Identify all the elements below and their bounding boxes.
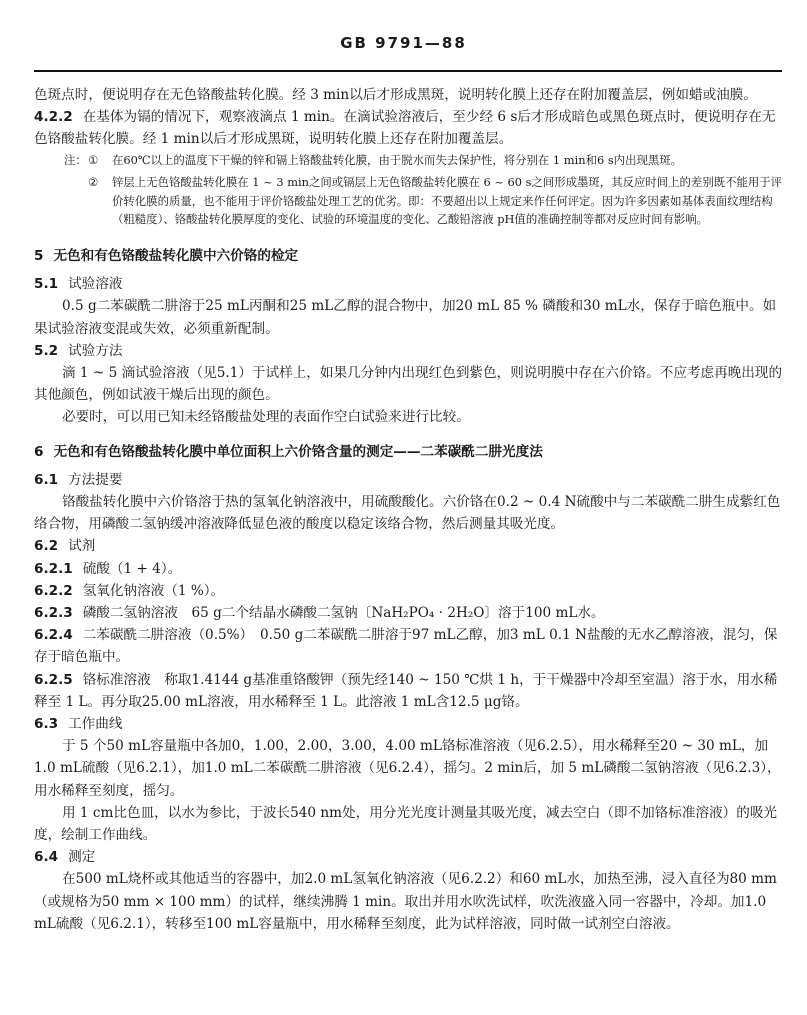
clause-number: 6.1 bbox=[34, 471, 59, 488]
header-rule bbox=[34, 70, 782, 72]
clause-number: 5.2 bbox=[34, 342, 59, 359]
note-marker: ① bbox=[88, 152, 99, 167]
clause-title: 测定 bbox=[68, 849, 96, 866]
clause-text: 磷酸二氢钠溶液 65 g二个结晶水磷酸二氢钠〔NaH₂PO₄ · 2H₂O〕溶于100 mL水。 bbox=[82, 605, 605, 622]
section-5-heading bbox=[34, 245, 784, 267]
clause-title: 试剂 bbox=[68, 538, 96, 555]
clause-5-1-heading bbox=[34, 273, 784, 295]
clause-6-2-1 bbox=[34, 558, 784, 580]
clause-6-2-heading bbox=[34, 535, 784, 557]
clause-6-3-text: 于 5 个50 mL容量瓶中各加0，1.00，2.00，3.00，4.00 mL铬标准溶液（见6.2.5），用水稀释至20 ~ 30 mL，加1.0 mL硫酸（见6.2.1），加1.0 mL二苯碳酰二肼溶液（见6.2.4），摇匀。2 min后，加 5 mL磷酸二氢钠溶液（见6.2.3），用水稀释至刻度，摇匀。 bbox=[34, 738, 781, 799]
note-2 bbox=[64, 173, 784, 229]
clause-text: 硫酸（1 + 4）。 bbox=[82, 560, 182, 577]
clause-4-2-2 bbox=[34, 106, 784, 150]
note-1 bbox=[64, 151, 784, 170]
clause-6-3-heading bbox=[34, 713, 784, 735]
clause-number: 6.2 bbox=[34, 538, 59, 555]
clause-5-2-text: 滴 1 ~ 5 滴试验溶液（见5.1）于试样上，如果几分钟内出现红色到紫色，则说明膜中存在六价铬。不应考虑再晚出现的其他颜色，例如试液干燥后出现的颜色。 bbox=[34, 365, 783, 404]
clause-6-2-3 bbox=[34, 602, 784, 624]
section-number: 5 bbox=[34, 247, 44, 264]
clause-number: 5.1 bbox=[34, 276, 59, 293]
clause-number: 6.2.1 bbox=[34, 560, 73, 577]
clause-text: 氢氧化钠溶液（1 %）。 bbox=[82, 582, 225, 599]
note-text: 锌层上无色铬酸盐转化膜在 1 ~ 3 min之间或镉层上无色铬酸盐转化膜在 6 ~ 60 s之间形成墨斑，其反应时间上的差别既不能用于评价转化膜的质量，也不能用于评价铬酸盐处理工艺的优劣。即：不要超出以上规定来作任何评定。因为许多因素如基体表面纹理结构（粗糙度）、铬酸盐转化膜厚度的变化、试验的环境温度的变化、乙酸铅溶液 pH值的准确控制等都对反应时间有影响。 bbox=[112, 175, 783, 227]
clause-6-1-heading bbox=[34, 469, 784, 491]
clause-text: 铬标准溶液 称取1.4144 g基准重铬酸钾（预先经140 ~ 150 ℃烘 1 h，于干燥器中冷却至室温）溶于水，用水稀释至 1 L。再分取25.00 mL溶液，用水稀释至 1 L。此溶液 1 mL含12.5 μg铬。 bbox=[34, 671, 778, 710]
clause-6-2-2 bbox=[34, 580, 784, 602]
note-text: 在60℃以上的温度下干燥的锌和镉上铬酸盐转化膜，由于脱水而失去保护性，将分别在 1 min和6 s内出现黑斑。 bbox=[112, 152, 683, 167]
clause-6-4-text: 在500 mL烧杯或其他适当的容器中，加2.0 mL氢氧化钠溶液（见6.2.2）和60 mL水，加热至沸，浸入直径为80 mm（或规格为50 mm × 100 mm）的试样，继续沸腾 1 min。取出并用水吹洗试样，吹洗液盛入同一容器中，冷却。加1.0 mL硫酸（见6.2.1），转移至100 mL容量瓶中，用水稀释至刻度，此为试样溶液，同时做一试剂空白溶液。 bbox=[34, 871, 777, 932]
clause-title: 试验溶液 bbox=[68, 276, 123, 293]
clause-number: 6.2.3 bbox=[34, 605, 73, 622]
standard-header: GB 9791—88 bbox=[340, 34, 467, 52]
clause-6-2-5 bbox=[34, 669, 784, 713]
clause-number: 6.2.2 bbox=[34, 582, 73, 599]
clause-6-2-4 bbox=[34, 624, 784, 668]
clause-5-1-text: 0.5 g二苯碳酰二肼溶于25 mL丙酮和25 mL乙醇的混合物中，加20 mL 85 % 磷酸和30 mL水，保存于暗色瓶中。如果试验溶液变混或失效，必须重新配制。 bbox=[34, 298, 777, 337]
section-title: 无色和有色铬酸盐转化膜中六价铬的检定 bbox=[53, 247, 299, 264]
note-label: 注： bbox=[64, 152, 87, 167]
clause-number: 6.4 bbox=[34, 849, 59, 866]
clause-6-4-heading bbox=[34, 846, 784, 868]
clause-6-1-text: 铬酸盐转化膜中六价铬溶于热的氢氧化钠溶液中，用硫酸酸化。六价铬在0.2 ~ 0.4 N硫酸中与二苯碳酰二肼生成紫红色络合物，用磷酸二氢钠缓冲溶液降低显色液的酸度以稳定该络合物，然后测量其吸光度。 bbox=[34, 494, 781, 533]
clause-6-3-text-2: 用 1 cm比色皿，以水为参比，于波长540 nm处，用分光光度计测量其吸光度，减去空白（即不加铬标准溶液）的吸光度，绘制工作曲线。 bbox=[34, 804, 778, 844]
clause-text: 在基体为镉的情况下，观察液滴点 1 min。在滴试验溶液后，至少经 6 s后才形成暗色或黑色斑点时，便说明存在无色铬酸盐转化膜。经 1 min以后才形成黑斑，说明转化膜上还存在附加覆盖层。 bbox=[34, 109, 776, 148]
clause-text: 二苯碳酰二肼溶液（0.5%） 0.50 g二苯碳酰二肼溶于97 mL乙醇，加3 mL 0.1 N盐酸的无水乙醇溶液，混匀，保存于暗色瓶中。 bbox=[34, 627, 778, 666]
clause-number: 6.2.5 bbox=[34, 671, 73, 688]
clause-title: 试验方法 bbox=[68, 342, 123, 359]
clause-number: 6.2.4 bbox=[34, 627, 73, 644]
note-marker: ② bbox=[88, 175, 99, 190]
clause-5-2-heading bbox=[34, 340, 784, 362]
clause-number: 6.3 bbox=[34, 716, 59, 733]
notes-block bbox=[64, 151, 784, 229]
intro-paragraph: 色斑点时，便说明存在无色铬酸盐转化膜。经 3 min以后才形成黑斑，说明转化膜上还存在附加覆盖层，例如蜡或油膜。 bbox=[34, 87, 757, 103]
clause-number: 4.2.2 bbox=[34, 109, 73, 126]
section-number: 6 bbox=[34, 443, 44, 460]
document-body bbox=[34, 84, 784, 935]
clause-title: 工作曲线 bbox=[68, 716, 123, 733]
clause-5-2-text-2: 必要时，可以用已知未经铬酸盐处理的表面作空白试验来进行比较。 bbox=[62, 409, 470, 426]
section-6-heading bbox=[34, 441, 784, 463]
section-title: 无色和有色铬酸盐转化膜中单位面积上六价铬含量的测定——二苯碳酰二肼光度法 bbox=[53, 443, 543, 460]
clause-title: 方法提要 bbox=[68, 471, 123, 488]
